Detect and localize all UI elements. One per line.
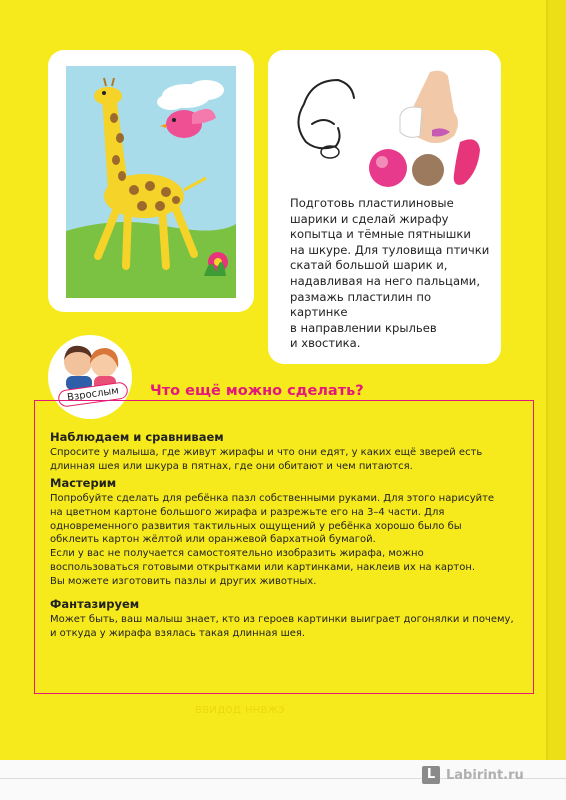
section-title: Что ещё можно сделать? xyxy=(150,383,364,399)
hands-plasticine-illustration xyxy=(282,64,487,194)
tip-fantasize xyxy=(50,597,530,641)
watermark-logo-icon: L xyxy=(422,766,440,784)
tip-title: Мастерим xyxy=(50,476,117,490)
instruction-text: Подготовь пластилиновые шарики и сделай жирафу копытца и тёмные пятнышки на шкуре. Для туловища птички скатай большой шарик и, надавливая на него пальцами, размажь пластилин по картинке в направлении крыльев и хвостика. xyxy=(290,196,490,351)
bleed-through-text: ввидод ннвжэ xyxy=(195,702,285,716)
tip-text: Может быть, ваш малыш знает, кто из героев картинки выиграет догонялки и почему, и откуда у жирафа взялась такая длинная шея. xyxy=(50,614,514,639)
adults-label: Взрослым xyxy=(57,381,129,408)
giraffe-illustration xyxy=(66,66,236,298)
tip-craft xyxy=(50,476,530,589)
tip-title: Фантазируем xyxy=(50,597,140,611)
tip-text: Спросите у малыша, где живут жирафы и что они едят, у каких ещё зверей есть длинная шея или шкура в пятнах, где они обитают и чем питаются. xyxy=(50,447,483,472)
giraffe-picture-card xyxy=(48,50,254,312)
watermark-text: Labirint.ru xyxy=(446,768,524,783)
book-spine xyxy=(546,0,566,760)
tip-observe xyxy=(50,430,530,474)
tip-text: Попробуйте сделать для ребёнка пазл собственными руками. Для этого нарисуйте на цветном картоне большого жирафа и разрежьте его на 3–4 части. Для одновременного развития тактильных ощущений у ребёнка хорошо было бы обклеить картон жёлтой или оранжевой бархатной бумагой. Если у вас не получается самостоятельно изобразить жирафа, можно воспользоваться готовыми открытками или картинками, наклеив их на картон. Вы можете изготовить пазлы и других животных. xyxy=(50,493,495,587)
tip-title: Наблюдаем и сравниваем xyxy=(50,430,224,444)
